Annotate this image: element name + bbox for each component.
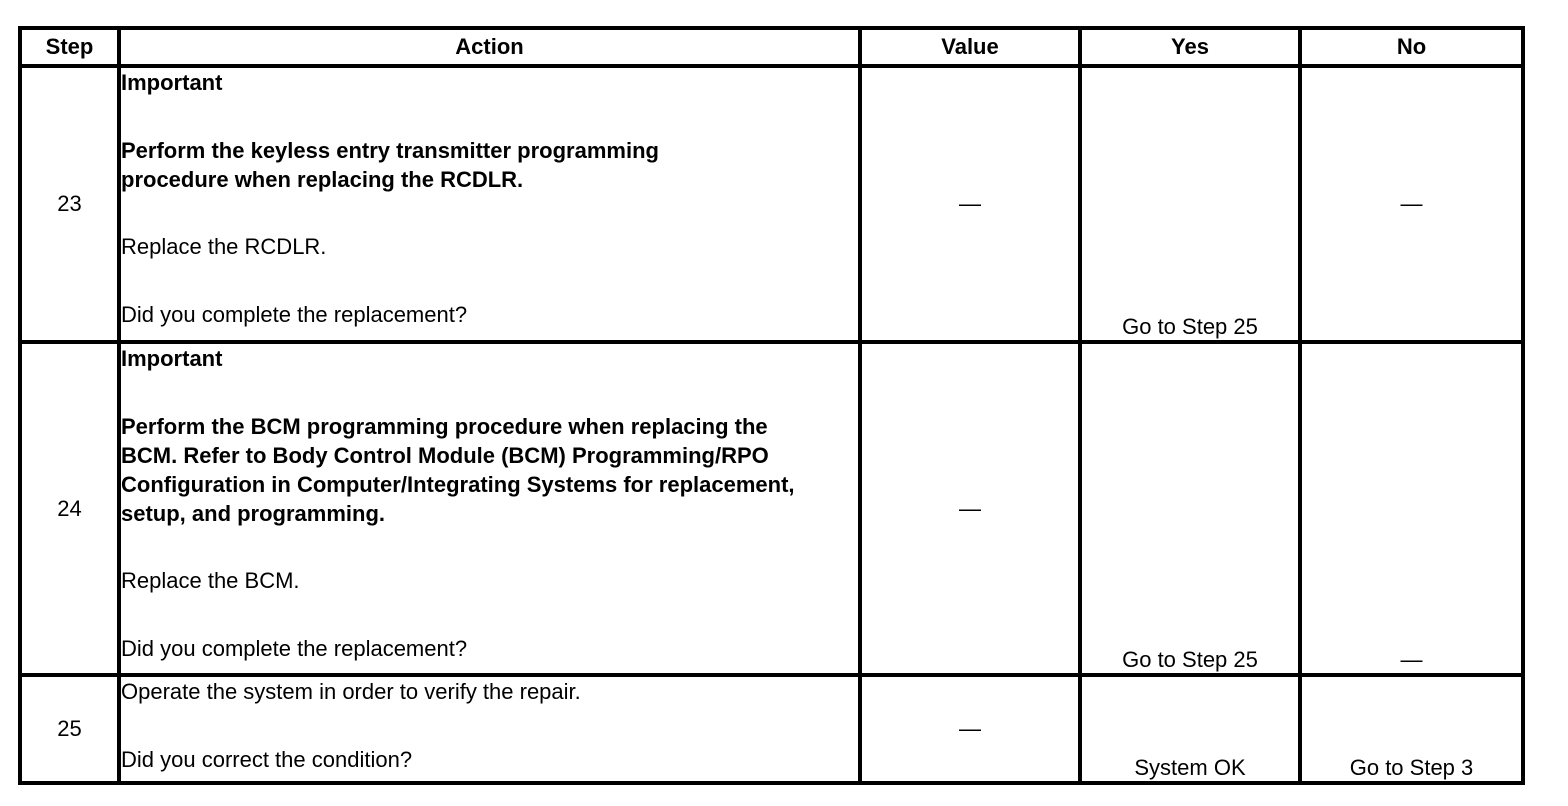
value-cell: — bbox=[860, 66, 1080, 342]
action-cell bbox=[119, 66, 860, 342]
action-instruction: Replace the RCDLR. bbox=[121, 234, 327, 259]
yes-cell: Go to Step 25 bbox=[1080, 66, 1300, 342]
no-cell: — bbox=[1300, 342, 1523, 675]
action-instruction: Operate the system in order to verify the repair. bbox=[121, 679, 581, 704]
value-cell: — bbox=[860, 342, 1080, 675]
no-cell: Go to Step 3 bbox=[1300, 675, 1523, 783]
value-cell: — bbox=[860, 675, 1080, 783]
table-row bbox=[20, 66, 1523, 342]
important-note: Perform the keyless entry transmitter programming procedure when replacing the RCDLR. bbox=[121, 138, 659, 192]
action-question: Did you complete the replacement? bbox=[121, 636, 468, 661]
table-row bbox=[20, 675, 1523, 783]
header-row bbox=[20, 28, 1523, 66]
yes-cell: Go to Step 25 bbox=[1080, 342, 1300, 675]
important-note: Perform the BCM programming procedure when replacing the BCM. Refer to Body Control Module (BCM) Programming/RPO Configuration in Computer/Integrating Systems for replacement, setup, and programming. bbox=[121, 414, 795, 526]
action-question: Did you correct the condition? bbox=[121, 747, 413, 772]
action-cell bbox=[119, 342, 860, 675]
header-step: Step bbox=[20, 28, 119, 66]
header-action: Action bbox=[119, 28, 860, 66]
action-instruction: Replace the BCM. bbox=[121, 568, 300, 593]
important-label: Important bbox=[121, 70, 223, 95]
important-label: Important bbox=[121, 346, 223, 371]
yes-cell: System OK bbox=[1080, 675, 1300, 783]
step-number: 25 bbox=[20, 675, 119, 783]
table-row bbox=[20, 342, 1523, 675]
action-cell bbox=[119, 675, 860, 783]
header-no: No bbox=[1300, 28, 1523, 66]
no-cell: — bbox=[1300, 66, 1523, 342]
action-question: Did you complete the replacement? bbox=[121, 302, 468, 327]
header-value: Value bbox=[860, 28, 1080, 66]
step-number: 23 bbox=[20, 66, 119, 342]
diagnostic-table bbox=[18, 26, 1525, 785]
header-yes: Yes bbox=[1080, 28, 1300, 66]
step-number: 24 bbox=[20, 342, 119, 675]
